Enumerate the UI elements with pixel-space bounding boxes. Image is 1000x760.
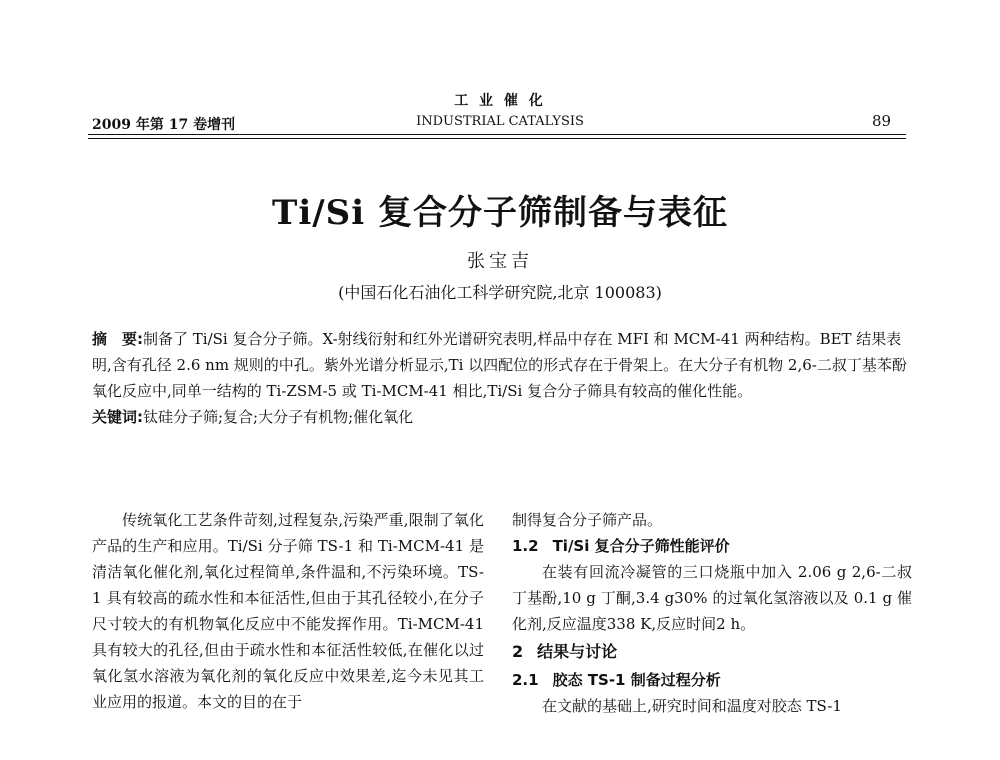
body-right-column <box>512 507 912 719</box>
body-left-column <box>92 507 484 715</box>
abstract-block <box>92 326 912 430</box>
keywords-line <box>92 404 912 430</box>
abstract-paragraph <box>92 326 912 404</box>
section-2-number: 2 <box>512 642 524 661</box>
intro-paragraph: 传统氧化工艺条件苛刻,过程复杂,污染严重,限制了氧化产品的生产和应用。Ti/Si 分子筛 TS-1 和 Ti-MCM-41 是清洁氧化催化剂,氧化过程简单,条件温和,不污染环境。TS-1 具有较高的疏水性和本征活性,但由于其孔径较小,在分子尺寸较大的有机物氧化反应中不能发挥作用。Ti-MCM-41 具有较大的孔径,但由于疏水性和本征活性较低,在催化以过氧化氢水溶液为氧化剂的氧化反应中效果差,迄今未见其工业应用的报道。本文的目的在于 <box>92 511 484 711</box>
header-rule-thin <box>88 138 906 139</box>
abstract-text: 制备了 Ti/Si 复合分子筛。X-射线衍射和红外光谱研究表明,样品中存在 MFI 和 MCM-41 两种结构。BET 结果表明,含有孔径 2.6 nm 规则的中孔。紫外光谱分析显示,Ti 以四配位的形式存在于骨架上。在大分子有机物 2,6-二叔丁基苯酚氧化反应中,同单一结构的 Ti-ZSM-5 或 Ti-MCM-41 相比,Ti/Si 复合分子筛具有较高的催化性能。 <box>92 330 907 400</box>
section-1-2-number: 1.2 <box>512 537 539 555</box>
section-2-heading <box>512 639 912 665</box>
header-rule-thick <box>88 134 906 135</box>
section-1-2-title: Ti/Si 复合分子筛性能评价 <box>552 537 730 555</box>
evaluation-paragraph: 在装有回流冷凝管的三口烧瓶中加入 2.06 g 2,6-二叔丁基酚,10 g 丁酮,3.4 g30% 的过氧化氢溶液以及 0.1 g 催化剂,反应温度338 K,反应时间2 h。 <box>512 563 912 633</box>
analysis-paragraph: 在文献的基础上,研究时间和温度对胶态 TS-1 <box>542 697 842 715</box>
abstract-label: 摘 要: <box>92 330 143 348</box>
section-2-1-number: 2.1 <box>512 671 539 689</box>
section-2-1-heading <box>512 667 912 693</box>
article-author: 张宝吉 <box>467 251 533 272</box>
journal-header <box>0 90 1000 129</box>
page-number: 89 <box>872 112 892 130</box>
keywords-text: 钛硅分子筛;复合;大分子有机物;催化氧化 <box>143 408 414 426</box>
keywords-label: 关键词: <box>92 408 143 426</box>
section-2-title: 结果与讨论 <box>537 642 618 661</box>
section-2-1-title: 胶态 TS-1 制备过程分析 <box>552 671 721 689</box>
journal-name-en: INDUSTRIAL CATALYSIS <box>416 114 584 129</box>
journal-name-cn: 工 业 催 化 <box>454 93 546 109</box>
article-title: Ti/Si 复合分子筛制备与表征 <box>272 193 728 233</box>
paragraph-continuation: 制得复合分子筛产品。 <box>512 511 663 529</box>
author-affiliation: (中国石化石油化工科学研究院,北京 100083) <box>338 283 662 302</box>
journal-issue: 2009 年第 17 卷增刊 <box>92 117 236 133</box>
section-1-2-heading <box>512 533 912 559</box>
